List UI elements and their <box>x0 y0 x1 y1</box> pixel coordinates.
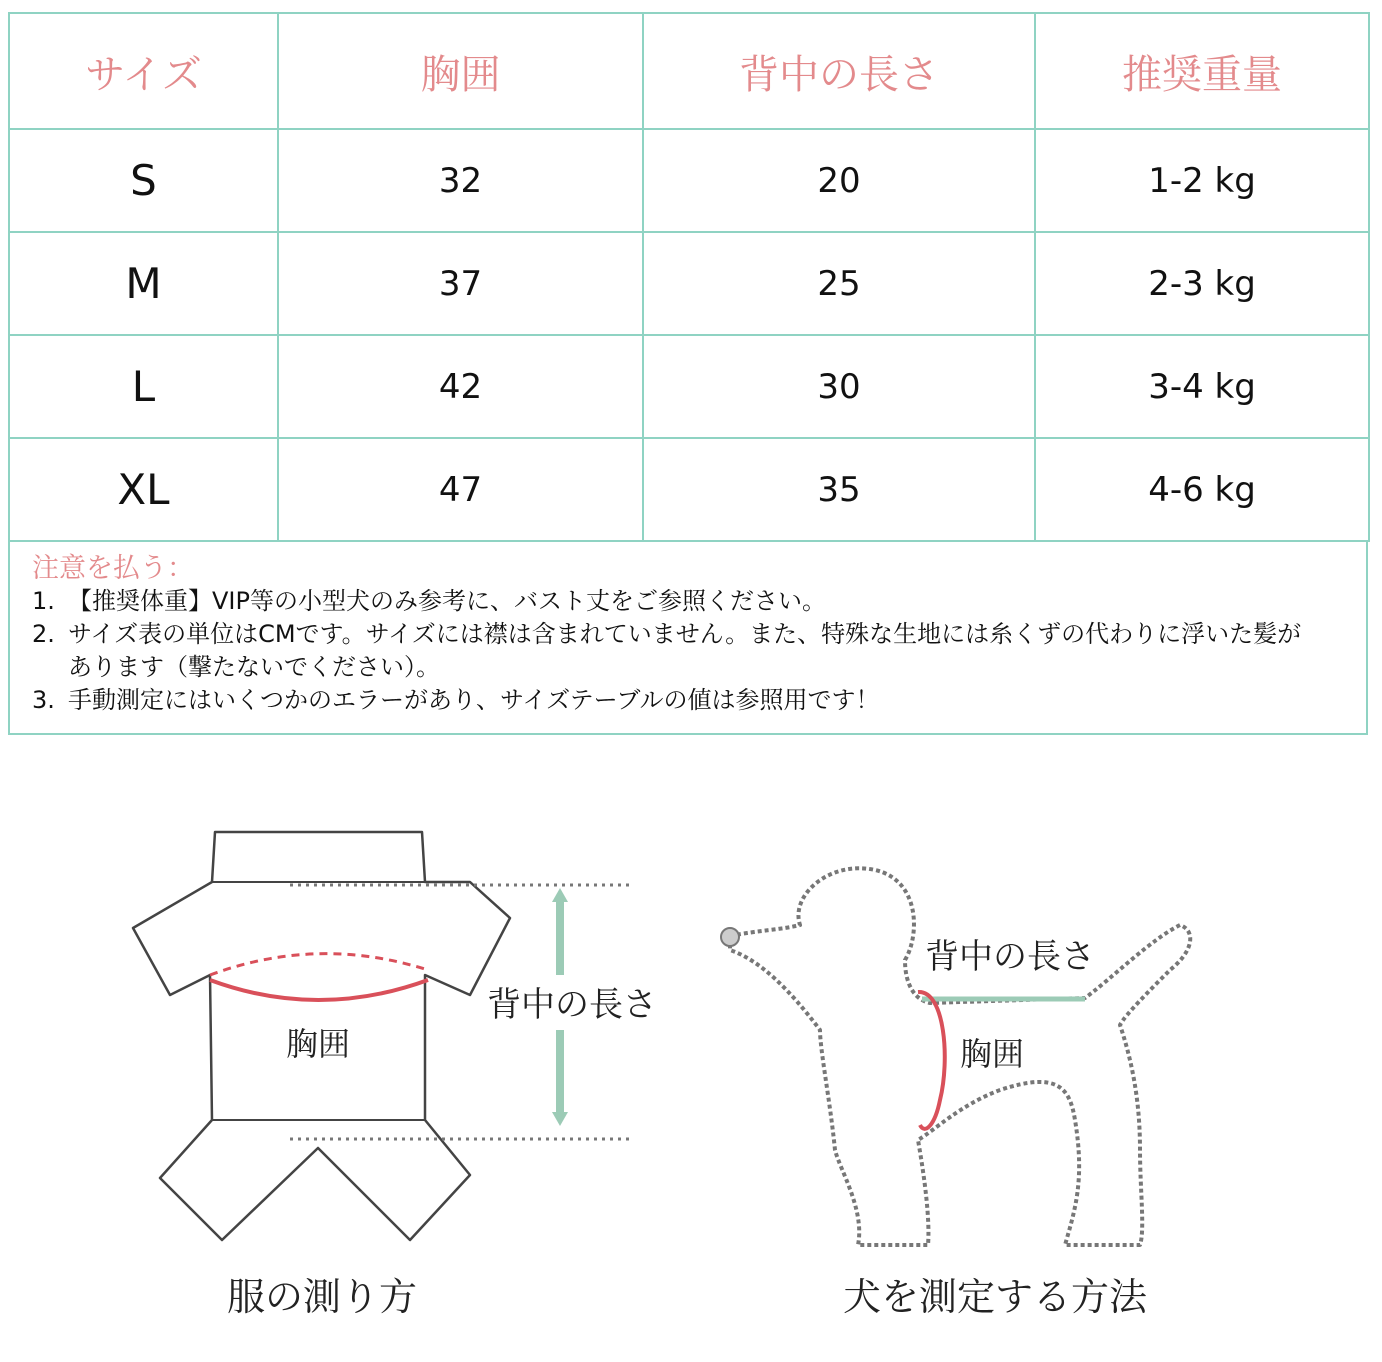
header-weight: 推奨重量 <box>1035 13 1369 129</box>
note-text: 手動測定にはいくつかのエラーがあり、サイズテーブルの値は参照用です！ <box>68 686 880 714</box>
chest-cell: 47 <box>278 438 643 541</box>
back-length-cell: 20 <box>643 129 1035 232</box>
chest-cell: 42 <box>278 335 643 438</box>
back-length-cell: 35 <box>643 438 1035 541</box>
note-number: 1. <box>32 587 55 615</box>
header-back-length: 背中の長さ <box>643 13 1035 129</box>
weight-cell: 1-2 kg <box>1035 129 1369 232</box>
note-text: 【推奨体重】VIP等の小型犬のみ参考に、バスト丈をご参照ください。 <box>68 587 826 615</box>
table-row <box>9 232 1369 335</box>
back-length-cell: 25 <box>643 232 1035 335</box>
size-cell: S <box>9 129 278 232</box>
note-item <box>32 684 1366 717</box>
note-number: 3. <box>32 686 55 714</box>
dog-nose-icon <box>721 928 739 946</box>
note-number: 2. <box>32 620 55 648</box>
clothes-diagram <box>133 832 657 1319</box>
clothes-caption: 服の測り方 <box>226 1275 418 1319</box>
note-item <box>32 585 1366 618</box>
weight-cell: 3-4 kg <box>1035 335 1369 438</box>
table-row <box>9 438 1369 541</box>
weight-cell: 4-6 kg <box>1035 438 1369 541</box>
arrow-up-icon <box>552 888 568 902</box>
note-item <box>32 618 1302 684</box>
table-header-row <box>9 13 1369 129</box>
clothes-chest-label: 胸囲 <box>285 1025 351 1063</box>
table-row <box>9 129 1369 232</box>
size-cell: M <box>9 232 278 335</box>
back-length-cell: 30 <box>643 335 1035 438</box>
dog-back-label: 背中の長さ <box>925 937 1095 977</box>
dog-chest-measure <box>918 992 945 1129</box>
header-chest: 胸囲 <box>278 13 643 129</box>
chest-cell: 37 <box>278 232 643 335</box>
header-size: サイズ <box>9 13 278 129</box>
weight-cell: 2-3 kg <box>1035 232 1369 335</box>
size-chart-table <box>8 12 1370 542</box>
measurement-diagrams <box>0 760 1382 1362</box>
notes-box <box>8 542 1368 735</box>
clothes-back-label: 背中の長さ <box>487 985 657 1025</box>
arrow-down-icon <box>552 1112 568 1126</box>
table-row <box>9 335 1369 438</box>
note-text: サイズ表の単位はCMです。サイズには襟は含まれていません。また、特殊な生地には糸くずの代わりに浮いた髪があります（撃たないでください）。 <box>68 620 1302 681</box>
notes-title: 注意を払う： <box>32 553 194 584</box>
chest-cell: 32 <box>278 129 643 232</box>
dog-caption: 犬を測定する方法 <box>842 1275 1148 1319</box>
size-cell: L <box>9 335 278 438</box>
size-cell: XL <box>9 438 278 541</box>
dog-diagram <box>721 868 1190 1319</box>
dog-chest-label: 胸囲 <box>959 1035 1025 1073</box>
